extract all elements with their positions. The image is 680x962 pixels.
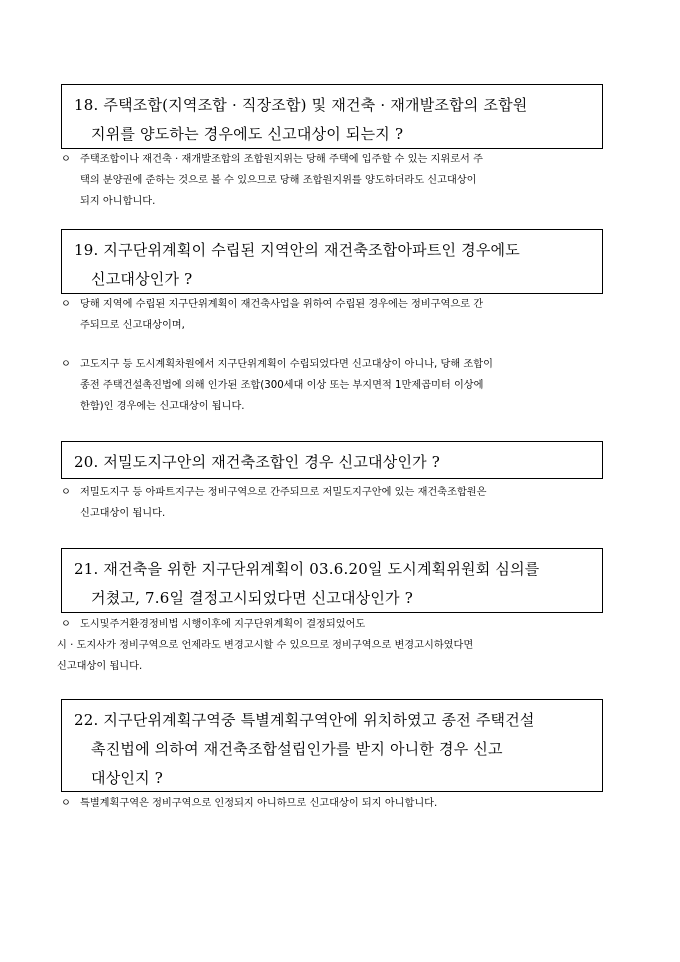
answer-18-line-1: ㅇ 주택조합이나 재건축 · 재개발조합의 조합원지위는 당해 주택에 입주할 수 있는 지위로서 주 [61,149,483,170]
answer-19-a [61,294,483,336]
bullet-icon: ㅇ [61,619,71,630]
bullet-icon: ㅇ [61,154,71,165]
bullet-icon: ㅇ [61,299,71,310]
question-box-18 [61,84,603,149]
answer-19-b-line-2: 종전 주택건설촉진법에 의해 인가된 조합(300세대 이상 또는 부지면적 1만제곱미터 이상에 [80,380,484,391]
question-22-line-3: 대상인지 ? [91,769,163,787]
answer-19-b [61,354,493,417]
question-19-line-1: 19. 지구단위계획이 수립된 지역안의 재건축조합아파트인 경우에도 [74,241,520,259]
question-18-line-2: 지위를 양도하는 경우에도 신고대상이 되는지 ? [91,125,404,143]
answer-18-line-3: 되지 아니합니다. [80,196,156,207]
question-21-line-1: 21. 재건축을 위한 지구단위계획이 03.6.20일 도시계획위원회 심의를 [74,560,540,578]
answer-21-line-1: ㅇ 도시및주거환경정비법 시행이후에 지구단위계획이 결정되었어도 [61,614,473,635]
bullet-icon: ㅇ [61,487,71,498]
answer-21-line-3: 신고대상이 됩니다. [57,661,143,672]
question-box-20 [61,441,603,479]
question-22-line-2: 촉진법에 의하여 재건축조합설립인가를 받지 아니한 경우 신고 [91,740,503,758]
answer-19-b-line-3: 한함)인 경우에는 신고대상이 됩니다. [80,401,245,412]
answer-18-line-2: 택의 분양권에 준하는 것으로 볼 수 있으므로 당해 조합원지위를 양도하더라도 신고대상이 [80,175,477,186]
answer-20-line-1: ㅇ 저밀도지구 등 아파트지구는 정비구역으로 간주되므로 저밀도지구안에 있는 재건축조합원은 [61,482,486,503]
answer-20-line-2: 신고대상이 됩니다. [80,508,166,519]
answer-18 [61,149,483,212]
answer-22-line-1: ㅇ 특별계획구역은 정비구역으로 인정되지 아니하므로 신고대상이 되지 아니합니다. [61,793,437,814]
question-18-line-1: 18. 주택조합(지역조합 · 직장조합) 및 재건축 · 재개발조합의 조합원 [74,96,528,114]
answer-21 [57,614,474,677]
question-box-21 [61,548,603,613]
question-box-19 [61,229,603,294]
bullet-icon: ㅇ [61,359,71,370]
bullet-icon: ㅇ [61,798,71,809]
answer-20 [61,482,486,524]
answer-21-line-2: 시 · 도지사가 정비구역으로 언제라도 변경고시할 수 있으므로 정비구역으로 변경고시하였다면 [57,640,474,651]
question-20-line-1: 20. 저밀도지구안의 재건축조합인 경우 신고대상인가 ? [74,453,441,471]
answer-19-a-line-1: ㅇ 당해 지역에 수립된 지구단위계획이 재건축사업을 위하여 수립된 경우에는 정비구역으로 간 [61,294,483,315]
question-21-line-2: 거쳤고, 7.6일 결정고시되었다면 신고대상인가 ? [91,589,413,607]
answer-19-b-line-1: ㅇ 고도지구 등 도시계획차원에서 지구단위계획이 수립되었다면 신고대상이 아니나, 당해 조합이 [61,354,493,375]
answer-19-a-line-2: 주되므로 신고대상이며, [80,320,185,331]
question-22-line-1: 22. 지구단위계획구역중 특별계획구역안에 위치하였고 종전 주택건설 [74,711,535,729]
question-19-line-2: 신고대상인가 ? [91,270,193,288]
question-box-22 [61,699,603,792]
answer-22 [61,793,437,814]
